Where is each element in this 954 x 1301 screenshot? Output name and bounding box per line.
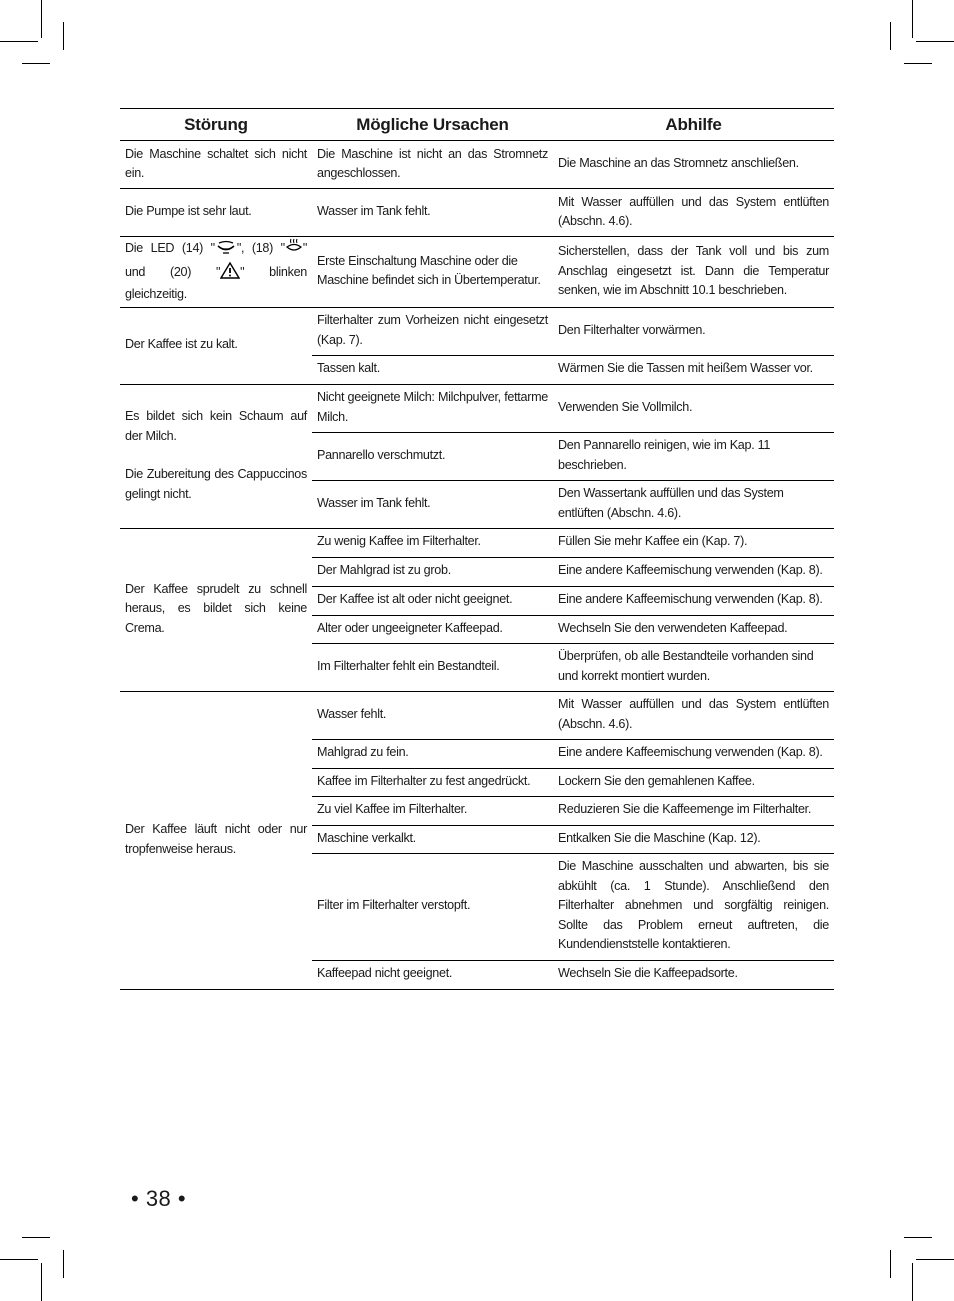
coffee-cup-icon: [215, 240, 237, 262]
steam-cup-icon: [285, 238, 303, 262]
symptom-text: Die Zubereitung des Cappuccinos gelingt nicht.: [125, 467, 307, 501]
table-row: [120, 189, 834, 237]
table-row: [120, 691, 834, 739]
cause-cell: Wasser im Tank fehlt.: [312, 189, 553, 237]
symptom-text: " blinken gleichzeitig.: [125, 264, 307, 301]
remedy-cell: Verwenden Sie Vollmilch.: [553, 384, 834, 432]
remedy-cell: Die Maschine ausschalten und abwarten, bis sie abkühlt (ca. 1 Stunde). Anschließend den Filterhalter abnehmen und sorgfältig reinigen. Sollte das Problem erneut auftreten, die Kundendienststelle kontaktieren.: [553, 853, 834, 960]
table-row: [120, 307, 834, 355]
table-header-row: [120, 109, 834, 141]
symptom-cell: [120, 384, 312, 528]
header-cause: Mögliche Ursachen: [312, 109, 553, 141]
symptom-cell: Die Pumpe ist sehr laut.: [120, 189, 312, 237]
remedy-cell: Entkalken Sie die Maschine (Kap. 12).: [553, 825, 834, 853]
remedy-cell: Wechseln Sie die Kaffeepadsorte.: [553, 960, 834, 989]
cause-cell: Alter oder ungeeigneter Kaffeepad.: [312, 615, 553, 643]
remedy-cell: Eine andere Kaffeemischung verwenden (Kap. 8).: [553, 586, 834, 615]
cause-cell: Kaffee im Filterhalter zu fest angedrückt.: [312, 768, 553, 796]
remedy-cell: Den Wassertank auffüllen und das System entlüften (Abschn. 4.6).: [553, 480, 834, 528]
cause-cell: Der Kaffee ist alt oder nicht geeignet.: [312, 586, 553, 615]
cause-cell: Der Mahlgrad ist zu grob.: [312, 557, 553, 586]
remedy-cell: Mit Wasser auffüllen und das System entlüften (Abschn. 4.6).: [553, 189, 834, 237]
page-number: • 38 •: [131, 1186, 187, 1211]
cause-cell: Wasser fehlt.: [312, 691, 553, 739]
symptom-text: ", (18) ": [236, 241, 285, 255]
remedy-cell: Den Pannarello reinigen, wie im Kap. 11 beschrieben.: [553, 432, 834, 480]
table-row: [120, 384, 834, 432]
warning-triangle-icon: [220, 262, 240, 286]
symptom-cell: Der Kaffee läuft nicht oder nur tropfenweise heraus.: [120, 691, 312, 989]
remedy-cell: Wechseln Sie den verwendeten Kaffeepad.: [553, 615, 834, 643]
symptom-text: Die LED (14) ": [125, 241, 215, 255]
header-remedy: Abhilfe: [553, 109, 834, 141]
symptom-cell: Die Maschine schaltet sich nicht ein.: [120, 141, 312, 189]
cause-cell: Zu viel Kaffee im Filterhalter.: [312, 796, 553, 825]
cause-cell: Nicht geeignete Milch: Milchpulver, fettarme Milch.: [312, 384, 553, 432]
cause-cell: Filter im Filterhalter verstopft.: [312, 853, 553, 960]
cause-cell: Tassen kalt.: [312, 355, 553, 384]
cause-cell: Mahlgrad zu fein.: [312, 739, 553, 768]
cause-cell: Filterhalter zum Vorheizen nicht eingesetzt (Kap. 7).: [312, 307, 553, 355]
remedy-cell: Eine andere Kaffeemischung verwenden (Kap. 8).: [553, 739, 834, 768]
remedy-cell: Mit Wasser auffüllen und das System entlüften (Abschn. 4.6).: [553, 691, 834, 739]
cause-cell: Maschine verkalkt.: [312, 825, 553, 853]
remedy-cell: Sicherstellen, dass der Tank voll und bis zum Anschlag eingesetzt ist. Dann die Temperatur senken, wie im Abschnitt 10.1 beschrieben.: [553, 237, 834, 308]
remedy-cell: Den Filterhalter vorwärmen.: [553, 307, 834, 355]
remedy-cell: Die Maschine an das Stromnetz anschließen.: [553, 141, 834, 189]
header-symptom: Störung: [120, 109, 312, 141]
cause-cell: Die Maschine ist nicht an das Stromnetz angeschlossen.: [312, 141, 553, 189]
cause-cell: Pannarello verschmutzt.: [312, 432, 553, 480]
remedy-cell: Füllen Sie mehr Kaffee ein (Kap. 7).: [553, 528, 834, 557]
remedy-cell: Reduzieren Sie die Kaffeemenge im Filterhalter.: [553, 796, 834, 825]
remedy-cell: Lockern Sie den gemahlenen Kaffee.: [553, 768, 834, 796]
symptom-cell: Der Kaffee sprudelt zu schnell heraus, es bildet sich keine Crema.: [120, 528, 312, 691]
symptom-text: Es bildet sich kein Schaum auf der Milch.: [125, 409, 307, 443]
cause-cell: Zu wenig Kaffee im Filterhalter.: [312, 528, 553, 557]
remedy-cell: Wärmen Sie die Tassen mit heißem Wasser vor.: [553, 355, 834, 384]
symptom-text: " und (20) ": [125, 241, 307, 279]
table-row: [120, 528, 834, 557]
remedy-cell: Überprüfen, ob alle Bestandteile vorhanden sind und korrekt montiert wurden.: [553, 643, 834, 691]
cause-cell: Im Filterhalter fehlt ein Bestandteil.: [312, 643, 553, 691]
troubleshooting-table: [120, 108, 834, 990]
cause-cell: Kaffeepad nicht geeignet.: [312, 960, 553, 989]
remedy-cell: Eine andere Kaffeemischung verwenden (Kap. 8).: [553, 557, 834, 586]
table-row: [120, 237, 834, 308]
symptom-cell: Der Kaffee ist zu kalt.: [120, 307, 312, 384]
symptom-cell: [120, 237, 312, 308]
table-row: [120, 141, 834, 189]
cause-cell: Erste Einschaltung Maschine oder die Maschine befindet sich in Übertemperatur.: [312, 237, 553, 308]
cause-cell: Wasser im Tank fehlt.: [312, 480, 553, 528]
